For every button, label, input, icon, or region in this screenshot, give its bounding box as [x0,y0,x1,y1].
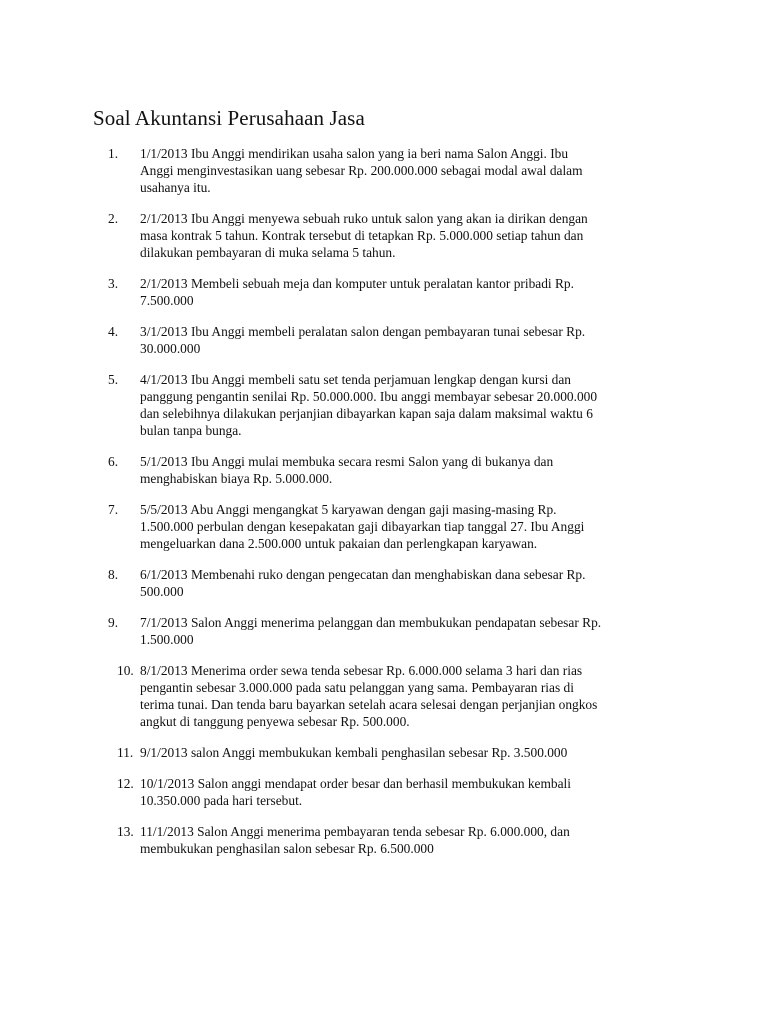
text-line: bulan tanpa bunga. [140,423,242,438]
text-line: angkut di tanggung penyewa sebesar Rp. 500.000. [140,714,410,729]
list-item-text [140,275,680,309]
list-item-text [140,662,680,730]
list-item [0,775,768,809]
list-item-number: 8. [108,567,119,582]
list-item-number: 11. [117,745,134,760]
list-item-number: 5. [108,372,119,387]
text-line: 3/1/2013 Ibu Anggi membeli peralatan salon dengan pembayaran tunai sebesar Rp. [140,324,586,339]
list-item-number: 13. [117,824,134,839]
text-line: pengantin sebesar 3.000.000 pada satu pelanggan yang sama. Pembayaran rias di [140,680,574,695]
list-item-text [140,501,680,552]
text-line: membukukan penghasilan salon sebesar Rp. 6.500.000 [140,841,434,856]
list-item [0,210,768,261]
list-item [0,453,768,487]
list-item-text [140,823,680,857]
text-line: 1/1/2013 Ibu Anggi mendirikan usaha salon yang ia beri nama Salon Anggi. Ibu [140,146,569,161]
text-line: 10/1/2013 Salon anggi mendapat order besar dan berhasil membukukan kembali [140,776,571,791]
list-item-number: 9. [108,615,119,630]
text-line: terima tunai. Dan tenda baru bayarkan setelah acara selesai dengan perjanjian ongkos [140,697,598,712]
text-line: panggung pengantin senilai Rp. 50.000.000. Ibu anggi membayar sebesar 20.000.000 [140,389,598,404]
list-item-number: 7. [108,502,119,517]
document-title: Soal Akuntansi Perusahaan Jasa [93,106,365,130]
list-item [0,145,768,196]
list-item [0,614,768,648]
list-item [0,744,768,761]
text-line: mengeluarkan dana 2.500.000 untuk pakaian dan perlengkapan karyawan. [140,536,538,551]
text-line: usahanya itu. [140,180,211,195]
list-item-text [140,775,680,809]
list-item-text [140,210,680,261]
list-item [0,275,768,309]
numbered-list [0,145,768,871]
text-line: Anggi menginvestasikan uang sebesar Rp. 200.000.000 sebagai modal awal dalam [140,163,583,178]
list-item [0,662,768,730]
list-item [0,371,768,439]
text-line: 6/1/2013 Membenahi ruko dengan pengecatan dan menghabiskan dana sebesar Rp. [140,567,586,582]
list-item-number: 4. [108,324,119,339]
text-line: 4/1/2013 Ibu Anggi membeli satu set tenda perjamuan lengkap dengan kursi dan [140,372,572,387]
text-line: 10.350.000 pada hari tersebut. [140,793,303,808]
text-line: 2/1/2013 Ibu Anggi menyewa sebuah ruko untuk salon yang akan ia dirikan dengan [140,211,588,226]
list-item-text [140,323,680,357]
list-item-text [140,453,680,487]
text-line: dan selebihnya dilakukan perjanjian dibayarkan kapan saja dalam maksimal waktu 6 [140,406,593,421]
text-line: menghabiskan biaya Rp. 5.000.000. [140,471,333,486]
list-item-text [140,145,680,196]
text-line: 5/5/2013 Abu Anggi mengangkat 5 karyawan dengan gaji masing-masing Rp. [140,502,557,517]
list-item [0,501,768,552]
list-item [0,323,768,357]
text-line: 11/1/2013 Salon Anggi menerima pembayaran tenda sebesar Rp. 6.000.000, dan [140,824,570,839]
list-item-number: 10. [117,663,134,678]
text-line: masa kontrak 5 tahun. Kontrak tersebut di tetapkan Rp. 5.000.000 setiap tahun dan [140,228,584,243]
list-item-text [140,371,680,439]
list-item-number: 3. [108,276,119,291]
text-line: 1.500.000 perbulan dengan kesepakatan gaji dibayarkan tiap tanggal 27. Ibu Anggi [140,519,585,534]
list-item [0,823,768,857]
list-item-text [140,744,680,761]
text-line: 500.000 [140,584,184,599]
list-item-text [140,614,680,648]
list-item-number: 1. [108,146,119,161]
list-item [0,566,768,600]
text-line: 1.500.000 [140,632,194,647]
list-item-number: 12. [117,776,134,791]
list-item-number: 6. [108,454,119,469]
list-item-number: 2. [108,211,119,226]
text-line: 7.500.000 [140,293,194,308]
text-line: 30.000.000 [140,341,201,356]
text-line: 8/1/2013 Menerima order sewa tenda sebesar Rp. 6.000.000 selama 3 hari dan rias [140,663,583,678]
text-line: 2/1/2013 Membeli sebuah meja dan komputer untuk peralatan kantor pribadi Rp. [140,276,574,291]
text-line: 9/1/2013 salon Anggi membukukan kembali penghasilan sebesar Rp. 3.500.000 [140,745,568,760]
text-line: 7/1/2013 Salon Anggi menerima pelanggan dan membukukan pendapatan sebesar Rp. [140,615,602,630]
text-line: 5/1/2013 Ibu Anggi mulai membuka secara resmi Salon yang di bukanya dan [140,454,554,469]
text-line: dilakukan pembayaran di muka selama 5 tahun. [140,245,396,260]
list-item-text [140,566,680,600]
